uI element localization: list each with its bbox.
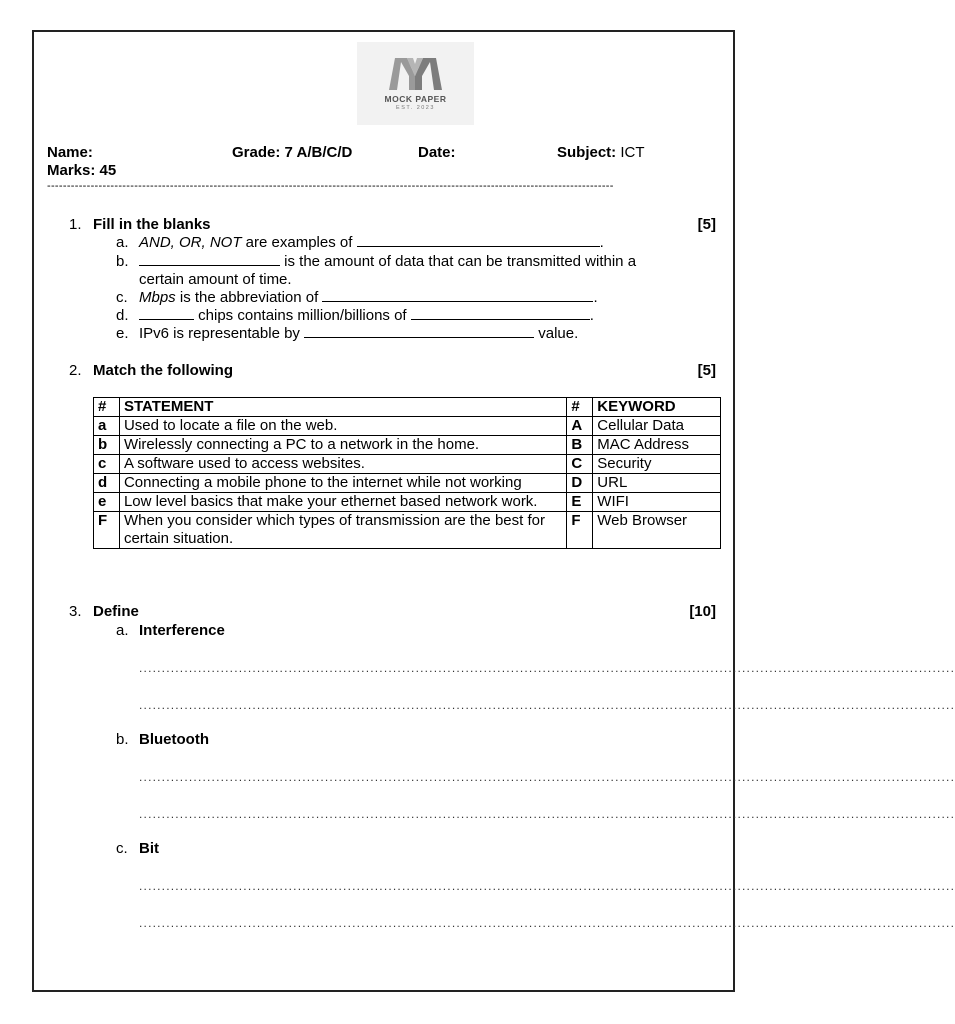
header-keyword: KEYWORD: [593, 398, 721, 417]
row-statement: A software used to access websites.: [119, 455, 566, 474]
q1b-text: is the amount of data that can be transmitted within a: [139, 253, 636, 271]
row-key: a: [94, 417, 120, 436]
row-statement: Low level basics that make your ethernet based network work.: [119, 493, 566, 512]
table-header-row: [94, 398, 721, 417]
date-label: Date:: [418, 144, 456, 161]
header-num-2: #: [567, 398, 593, 417]
date-field: [418, 144, 456, 162]
q1d-blank1[interactable]: [139, 307, 194, 320]
row-keyword: Cellular Data: [593, 417, 721, 436]
q1a-blank[interactable]: [357, 234, 600, 247]
q1-marks: [5]: [697, 216, 716, 233]
q2-title: Match the following: [93, 362, 233, 379]
table-row: [94, 436, 721, 455]
q3c-answer-line-1[interactable]: ....................................................................................................................................................................................: [139, 879, 955, 893]
logo-est-text: EST. 2023: [396, 105, 435, 111]
q3-marks: [10]: [689, 603, 716, 620]
q2-number: 2.: [69, 362, 82, 379]
table-row: [94, 417, 721, 436]
table-row: [94, 455, 721, 474]
marks-label: Marks:: [47, 162, 96, 179]
row-key: F: [94, 512, 120, 549]
marks-value: 45: [99, 162, 117, 179]
q3-title: Define: [93, 603, 139, 620]
q1c-text: Mbps is the abbreviation of .: [139, 289, 598, 306]
row-key-2: F: [567, 512, 593, 549]
row-key: e: [94, 493, 120, 512]
match-table: [93, 397, 721, 549]
q3c-answer-line-2[interactable]: ....................................................................................................................................................................................: [139, 916, 955, 930]
name-field: [47, 144, 93, 162]
row-key-2: A: [567, 417, 593, 436]
subject-field: [557, 144, 645, 162]
marks-field: [47, 162, 116, 180]
grade-label: Grade:: [232, 144, 281, 161]
table-row: [94, 474, 721, 493]
row-keyword: MAC Address: [593, 436, 721, 455]
grade-value: 7 A/B/C/D: [284, 144, 353, 161]
table-row: [94, 512, 721, 549]
q1-number: 1.: [69, 216, 82, 233]
q1c-letter: c.: [116, 289, 128, 306]
header-num-1: #: [94, 398, 120, 417]
q1c-blank[interactable]: [322, 289, 593, 302]
q1d-text: chips contains million/billions of .: [139, 307, 594, 325]
logo-m-icon: [387, 54, 444, 92]
q3a-answer-line-1[interactable]: ....................................................................................................................................................................................: [139, 661, 955, 675]
q1b-text-line2: certain amount of time.: [139, 271, 292, 288]
row-statement: When you consider which types of transmission are the best for certain situation.: [119, 512, 566, 549]
q1-title: Fill in the blanks: [93, 216, 211, 233]
row-key: b: [94, 436, 120, 455]
mock-paper-logo: [357, 42, 474, 125]
q1e-blank[interactable]: [304, 325, 534, 338]
row-keyword: Web Browser: [593, 512, 721, 549]
q2-marks: [5]: [697, 362, 716, 379]
q1b-blank[interactable]: [139, 253, 280, 266]
row-key-2: D: [567, 474, 593, 493]
logo-brand-text: MOCK PAPER: [384, 94, 447, 104]
row-key: d: [94, 474, 120, 493]
q1a-letter: a.: [116, 234, 129, 251]
row-keyword: WIFI: [593, 493, 721, 512]
q3a-term: Interference: [139, 622, 225, 639]
q3a-answer-line-2[interactable]: ....................................................................................................................................................................................: [139, 698, 955, 712]
q1b-letter: b.: [116, 253, 129, 270]
q3a-letter: a.: [116, 622, 129, 639]
row-key-2: B: [567, 436, 593, 455]
name-label: Name:: [47, 144, 93, 161]
header-statement: STATEMENT: [119, 398, 566, 417]
q1d-blank2[interactable]: [411, 307, 590, 320]
q3b-answer-line-1[interactable]: ....................................................................................................................................................................................: [139, 770, 955, 784]
q3c-letter: c.: [116, 840, 128, 857]
q3b-term: Bluetooth: [139, 731, 209, 748]
row-keyword: URL: [593, 474, 721, 493]
header-separator: -----------------------------------------------------------------------------------------------------------------------------------------------: [47, 180, 614, 192]
row-key-2: E: [567, 493, 593, 512]
row-key: c: [94, 455, 120, 474]
row-statement: Wirelessly connecting a PC to a network in the home.: [119, 436, 566, 455]
subject-label: Subject:: [557, 144, 617, 161]
q1a-text: AND, OR, NOT are examples of .: [139, 234, 604, 251]
q3-number: 3.: [69, 603, 82, 620]
q1d-letter: d.: [116, 307, 129, 324]
q3c-term: Bit: [139, 840, 159, 857]
q1e-text: IPv6 is representable by value.: [139, 325, 579, 342]
row-keyword: Security: [593, 455, 721, 474]
row-statement: Connecting a mobile phone to the internet while not working: [119, 474, 566, 493]
row-statement: Used to locate a file on the web.: [119, 417, 566, 436]
row-key-2: C: [567, 455, 593, 474]
grade-field: [232, 144, 352, 162]
q1e-letter: e.: [116, 325, 129, 342]
table-row: [94, 493, 721, 512]
q3b-letter: b.: [116, 731, 129, 748]
q3b-answer-line-2[interactable]: ....................................................................................................................................................................................: [139, 807, 955, 821]
subject-value: ICT: [620, 144, 645, 161]
